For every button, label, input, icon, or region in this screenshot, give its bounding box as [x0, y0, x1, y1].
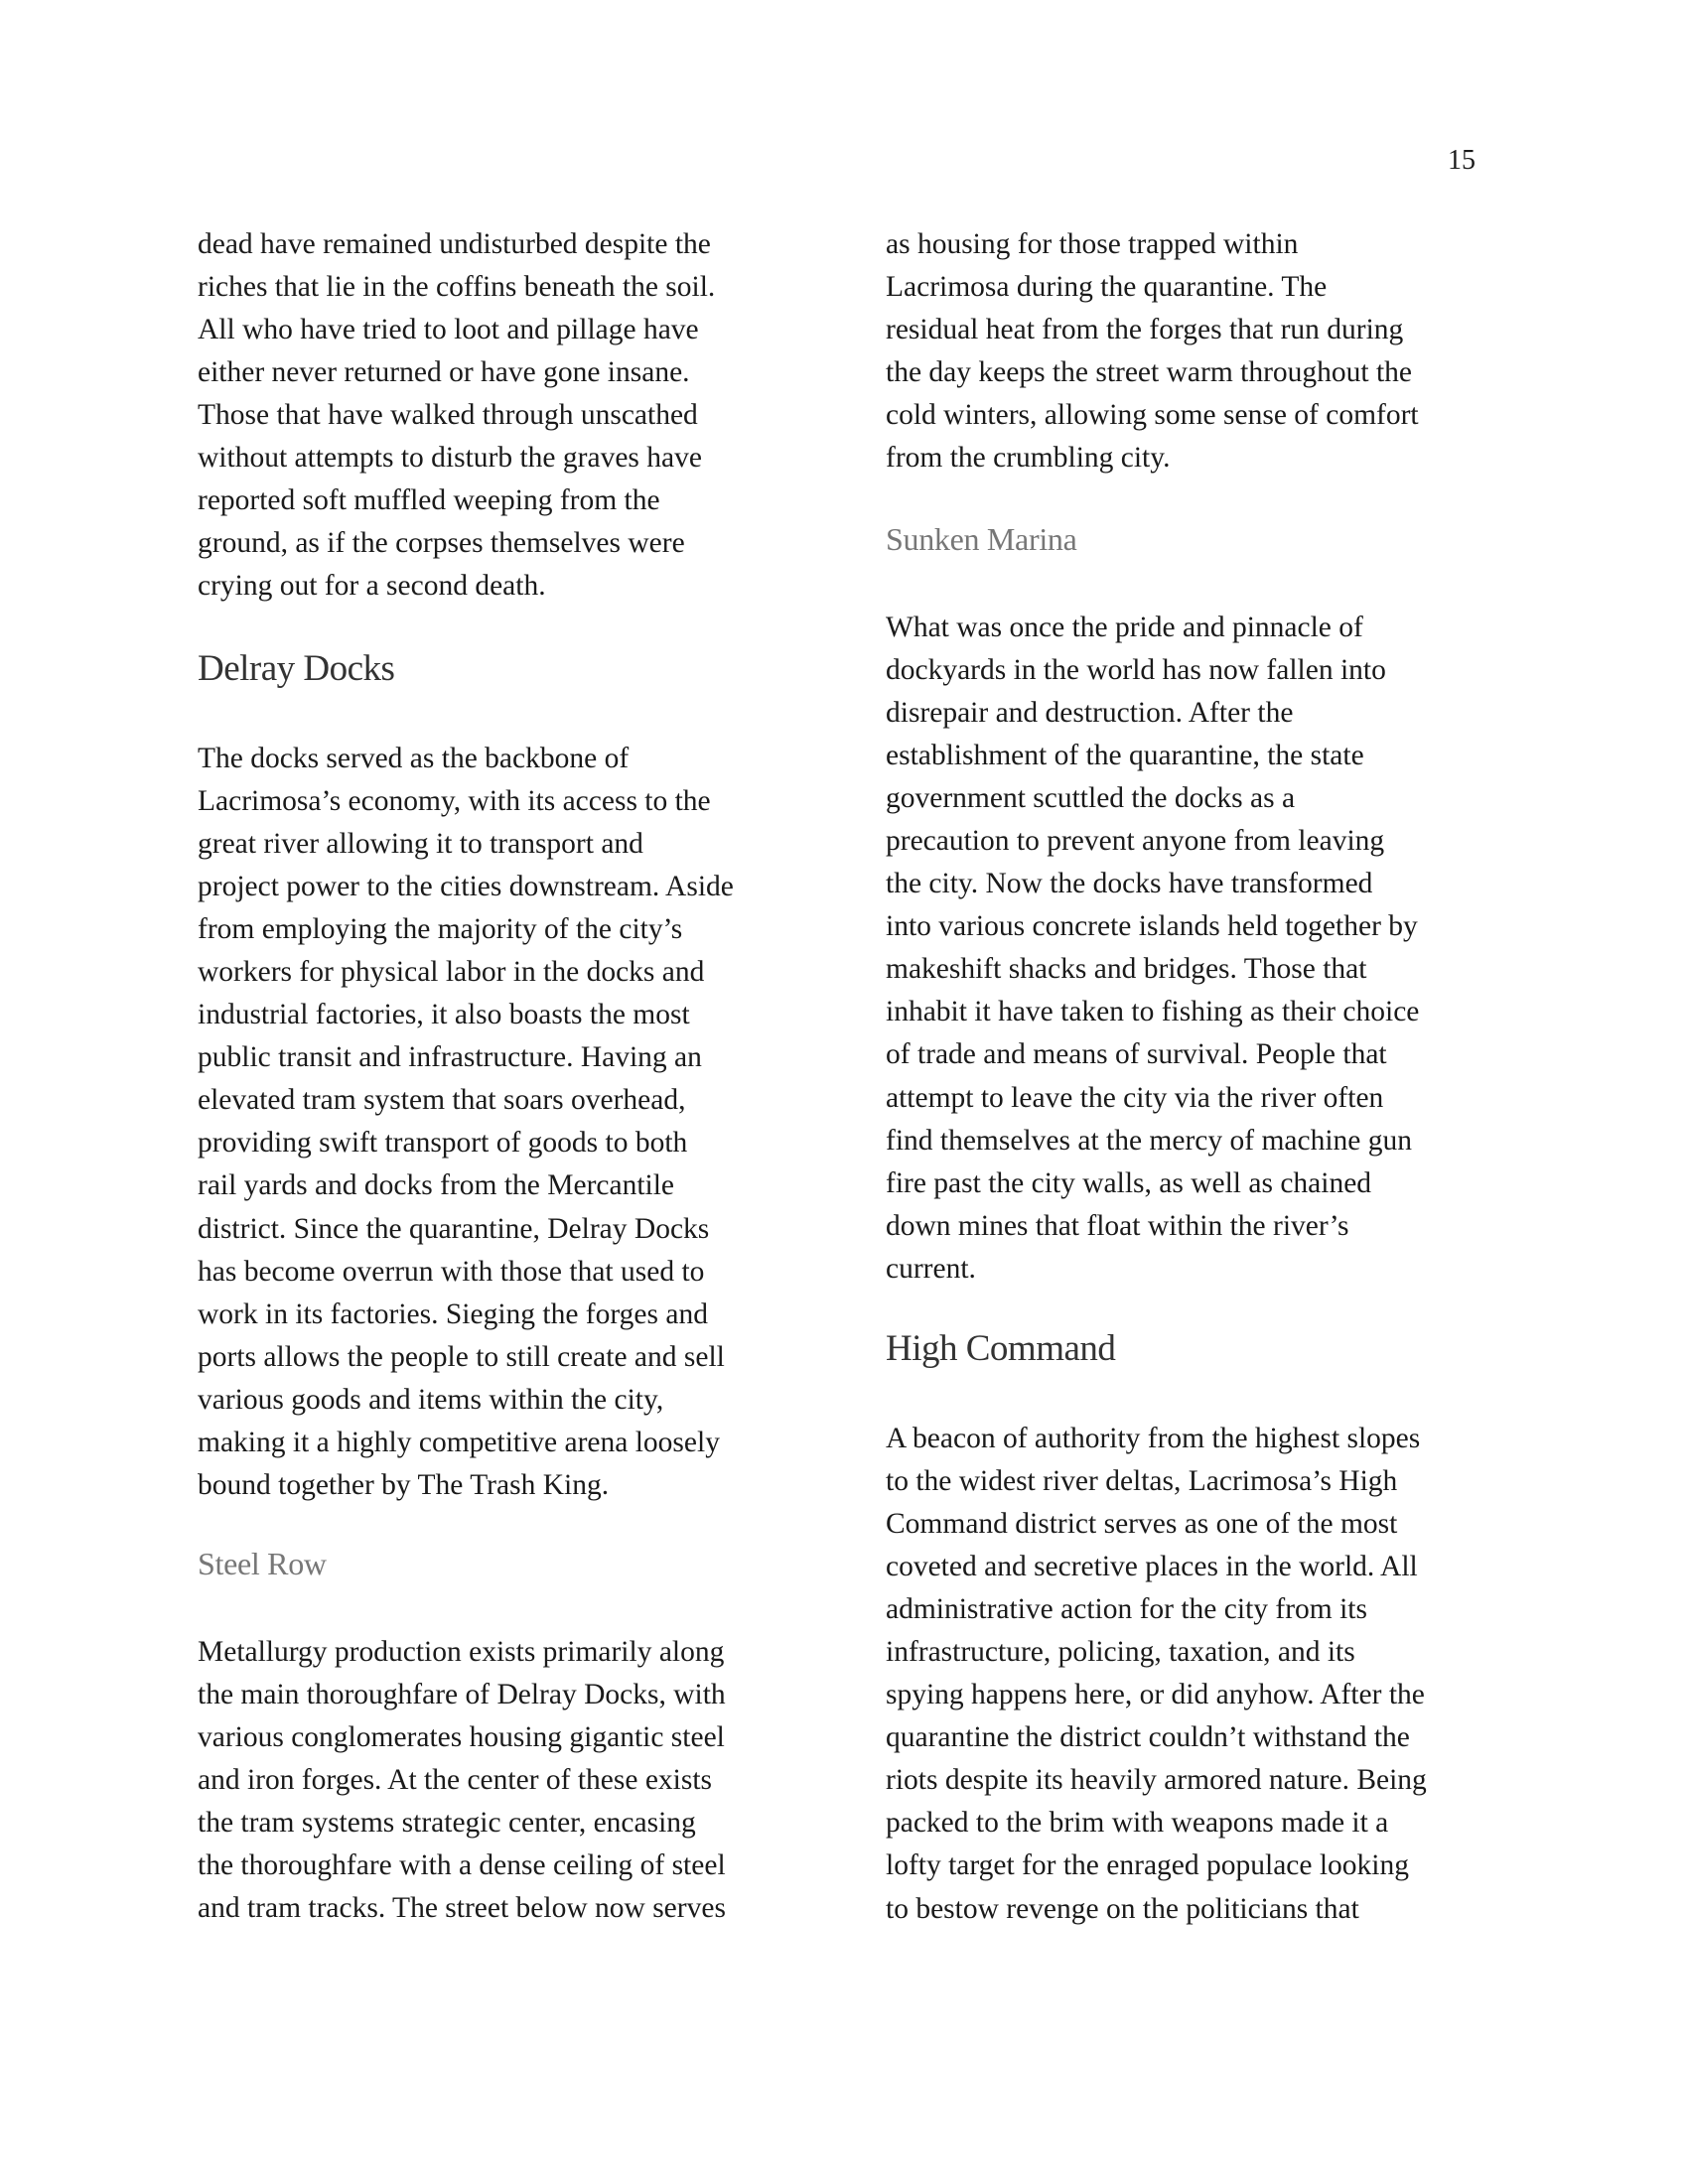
text-line: great river allowing it to transport and [198, 828, 643, 861]
paragraph-sunken-marina [886, 607, 1419, 1291]
text-line: ports allows the people to still create and sell [198, 1340, 725, 1373]
text-line: project power to the cities downstream. Aside [198, 871, 734, 903]
text-line: Metallurgy production exists primarily along [198, 1636, 725, 1668]
text-line: Those that have walked through unscathed [198, 399, 698, 432]
text-line: packed to the brim with weapons made it a [886, 1807, 1389, 1840]
paragraph-delray-docks [198, 738, 734, 1507]
paragraph-graveyard-end [198, 223, 715, 608]
text-line: administrative action for the city from its [886, 1593, 1367, 1626]
text-line: as housing for those trapped within [886, 228, 1299, 260]
text-line: making it a highly competitive arena loosely [198, 1426, 720, 1458]
text-line: Lacrimosa’s economy, with its access to the [198, 785, 711, 818]
text-line: cold winters, allowing some sense of comfort [886, 399, 1419, 432]
text-line: riots despite its heavily armored nature. Being [886, 1764, 1427, 1797]
text-line: work in its factories. Sieging the forges and [198, 1297, 708, 1330]
heading-high-command: High Command [886, 1328, 1116, 1369]
text-line: the day keeps the street warm throughout the [886, 356, 1413, 389]
text-line: elevated tram system that soars overhead, [198, 1084, 686, 1117]
text-line: coveted and secretive places in the world. All [886, 1551, 1418, 1583]
text-line: ground, as if the corpses themselves were [198, 527, 685, 560]
text-line: the city. Now the docks have transformed [886, 868, 1373, 900]
text-line: find themselves at the mercy of machine gun [886, 1124, 1413, 1157]
text-line: crying out for a second death. [198, 570, 546, 603]
paragraph-high-command [886, 1418, 1427, 1931]
text-line: quarantine the district couldn’t withstand the [886, 1721, 1410, 1754]
text-line: the main thoroughfare of Delray Docks, with [198, 1679, 726, 1711]
text-line: rail yards and docks from the Mercantile [198, 1169, 675, 1202]
text-line: Command district serves as one of the most [886, 1508, 1398, 1541]
text-line: bound together by The Trash King. [198, 1468, 610, 1501]
text-line: down mines that float within the river’s [886, 1209, 1349, 1242]
paragraph-steel-row [198, 1631, 726, 1930]
text-line: spying happens here, or did anyhow. After the [886, 1679, 1425, 1711]
text-line: and tram tracks. The street below now serves [198, 1892, 726, 1925]
heading-sunken-marina: Sunken Marina [886, 521, 1077, 557]
text-line: The docks served as the backbone of [198, 743, 630, 774]
text-line: of trade and means of survival. People that [886, 1038, 1387, 1071]
text-line: government scuttled the docks as a [886, 782, 1296, 815]
text-line: current. [886, 1252, 976, 1285]
text-line: inhabit it have taken to fishing as their choice [886, 996, 1420, 1028]
text-line: providing swift transport of goods to both [198, 1127, 688, 1160]
text-line: A beacon of authority from the highest slopes [886, 1423, 1421, 1454]
text-line: has become overrun with those that used to [198, 1255, 705, 1288]
text-line: without attempts to disturb the graves have [198, 442, 702, 475]
text-line: either never returned or have gone insane. [198, 356, 690, 389]
text-line: lofty target for the enraged populace looking [886, 1849, 1409, 1882]
text-line: infrastructure, policing, taxation, and its [886, 1636, 1355, 1669]
text-line: What was once the pride and pinnacle of [886, 612, 1363, 643]
text-line: from employing the majority of the city’s [198, 913, 683, 946]
page-number: 15 [1448, 145, 1476, 176]
text-line: residual heat from the forges that run during [886, 314, 1404, 346]
heading-delray-docks: Delray Docks [198, 648, 395, 689]
text-line: the thoroughfare with a dense ceiling of steel [198, 1849, 726, 1882]
text-line: makeshift shacks and bridges. Those that [886, 953, 1367, 986]
text-line: district. Since the quarantine, Delray Docks [198, 1212, 710, 1245]
paragraph-steel-row-cont [886, 223, 1419, 479]
text-line: public transit and infrastructure. Having an [198, 1041, 702, 1074]
text-line: workers for physical labor in the docks and [198, 956, 705, 989]
text-line: All who have tried to loot and pillage have [198, 314, 699, 346]
text-line: and iron forges. At the center of these exists [198, 1764, 713, 1797]
text-line: riches that lie in the coffins beneath the soil. [198, 271, 716, 304]
text-line: various conglomerates housing gigantic steel [198, 1721, 725, 1754]
text-line: disrepair and destruction. After the [886, 697, 1294, 730]
text-line: dockyards in the world has now fallen into [886, 654, 1386, 687]
text-line: fire past the city walls, as well as chained [886, 1166, 1372, 1199]
text-line: dead have remained undisturbed despite the [198, 228, 711, 260]
text-line: reported soft muffled weeping from the [198, 484, 660, 517]
heading-steel-row: Steel Row [198, 1546, 327, 1581]
text-line: precaution to prevent anyone from leaving [886, 825, 1385, 858]
text-line: to bestow revenge on the politicians that [886, 1892, 1359, 1925]
text-line: to the widest river deltas, Lacrimosa’s High [886, 1465, 1398, 1498]
text-line: attempt to leave the city via the river often [886, 1081, 1384, 1114]
text-line: the tram systems strategic center, encasing [198, 1807, 696, 1840]
text-line: various goods and items within the city, [198, 1383, 664, 1416]
text-line: Lacrimosa during the quarantine. The [886, 271, 1328, 304]
text-line: industrial factories, it also boasts the most [198, 999, 690, 1031]
text-line: into various concrete islands held together by [886, 910, 1418, 943]
text-line: from the crumbling city. [886, 442, 1171, 475]
text-line: establishment of the quarantine, the state [886, 740, 1364, 772]
